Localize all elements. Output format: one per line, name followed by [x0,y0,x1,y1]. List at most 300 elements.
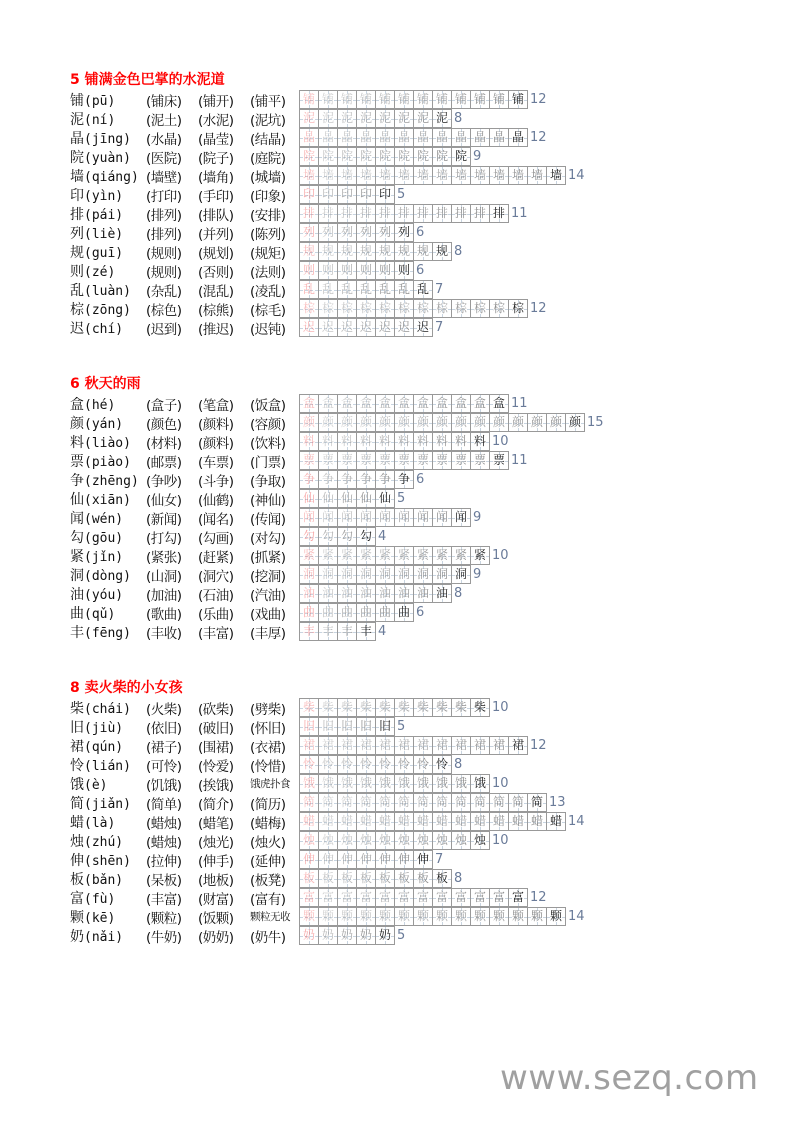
stroke-cell [337,584,357,603]
stroke-cell [394,128,414,147]
stroke-step-glyph: 晶 [435,130,448,144]
example-word: (丰厚) [250,625,286,642]
stroke-cell [394,280,414,299]
example-word: (怜爱) [198,758,234,775]
example-word: (山洞) [146,568,182,585]
stroke-step-glyph: 板 [397,871,410,885]
stroke-cell [413,204,433,223]
stroke-step-glyph: 蜡 [473,814,486,828]
stroke-cell [299,831,319,850]
stroke-step-glyph: 仙 [340,491,353,505]
stroke-cell [489,394,509,413]
stroke-cell [318,698,338,717]
stroke-step-glyph: 料 [435,434,448,448]
section-title: 6 秋天的雨 [70,376,141,392]
stroke-step-glyph: 丰 [302,624,315,638]
stroke-step-glyph: 排 [302,206,315,220]
stroke-cell [489,128,509,147]
stroke-step-glyph: 裙 [435,738,448,752]
stroke-step-glyph: 闻 [416,510,429,524]
stroke-step-glyph: 颜 [359,415,372,429]
stroke-step-glyph: 墙 [397,168,410,182]
stroke-order-grid [299,850,443,869]
stroke-step-glyph: 乱 [340,282,353,296]
stroke-order-grid [299,869,462,888]
stroke-step-glyph: 料 [397,434,410,448]
stroke-cell [413,869,433,888]
stroke-cell [432,299,452,318]
example-word: (排列) [146,226,182,243]
character-entry [70,128,146,148]
stroke-cell [394,907,414,926]
stroke-cell [299,489,319,508]
stroke-cell [413,508,433,527]
stroke-cell [337,527,357,546]
stroke-step-glyph: 墙 [549,168,562,182]
stroke-cell [508,166,528,185]
stroke-cell [432,242,452,261]
stroke-step-glyph: 料 [340,434,353,448]
character-entry [70,907,146,927]
stroke-step-glyph: 盒 [435,396,448,410]
stroke-step-glyph: 富 [397,890,410,904]
stroke-cell [337,280,357,299]
example-word: (城墙) [250,169,286,186]
stroke-step-glyph: 简 [302,795,315,809]
stroke-cell [299,622,319,641]
stroke-step-glyph: 墙 [340,168,353,182]
stroke-cell [413,432,433,451]
stroke-cell [470,831,490,850]
stroke-cell [451,394,471,413]
character-entry [70,584,146,604]
stroke-order-grid [299,907,585,926]
stroke-step-glyph: 裙 [378,738,391,752]
vocab-row [70,223,425,243]
stroke-step-glyph: 裙 [416,738,429,752]
vocab-row [70,147,482,167]
stroke-cell [413,831,433,850]
stroke-count: 14 [568,168,585,183]
stroke-step-glyph: 排 [435,206,448,220]
stroke-step-glyph: 晶 [416,130,429,144]
stroke-order-grid [299,470,424,489]
stroke-step-glyph: 泥 [416,111,429,125]
stroke-cell [432,565,452,584]
stroke-cell [413,698,433,717]
character-entry [70,223,146,243]
stroke-step-glyph: 颗 [321,909,334,923]
stroke-cell [394,793,414,812]
example-word: (水泥) [198,112,234,129]
character-entry [70,888,146,908]
character: 裙 [70,738,84,755]
stroke-step-glyph: 列 [378,225,391,239]
stroke-cell [432,166,452,185]
vocab-row [70,527,387,547]
stroke-step-glyph: 印 [302,187,315,201]
stroke-cell [470,736,490,755]
example-word: (规划) [198,245,234,262]
example-word: (材料) [146,435,182,452]
pinyin: (qiáng) [84,169,139,185]
character-entry [70,717,146,737]
stroke-cell [451,413,471,432]
vocab-row [70,793,566,813]
stroke-cell [375,299,395,318]
stroke-cell [318,736,338,755]
stroke-step-glyph: 颜 [473,415,486,429]
stroke-step-glyph: 排 [378,206,391,220]
stroke-cell [356,622,376,641]
stroke-step-glyph: 烛 [416,833,429,847]
example-word: (蜡梅) [250,815,286,832]
stroke-count: 6 [416,225,425,240]
stroke-cell [470,546,490,565]
character-entry [70,603,146,623]
stroke-step-glyph: 富 [416,890,429,904]
example-word: (墙角) [198,169,234,186]
stroke-cell [318,622,338,641]
stroke-cell [394,888,414,907]
stroke-step-glyph: 盒 [359,396,372,410]
stroke-cell [337,622,357,641]
stroke-step-glyph: 裙 [321,738,334,752]
stroke-order-grid [299,508,481,527]
stroke-cell [356,888,376,907]
stroke-order-grid [299,128,547,147]
stroke-count: 9 [473,567,482,582]
stroke-count: 6 [416,605,425,620]
stroke-step-glyph: 争 [340,472,353,486]
stroke-cell [337,147,357,166]
stroke-cell [318,470,338,489]
stroke-cell [413,451,433,470]
example-word: (颜料) [198,435,234,452]
example-word: (争吵) [146,473,182,490]
stroke-step-glyph: 晶 [397,130,410,144]
pinyin: (jīng) [84,131,131,147]
example-word: (仙鹤) [198,492,234,509]
example-word: (延伸) [250,853,286,870]
stroke-step-glyph: 规 [397,244,410,258]
stroke-cell [432,204,452,223]
stroke-cell [489,812,509,831]
character: 颗 [70,909,84,926]
stroke-step-glyph: 颗 [378,909,391,923]
stroke-step-glyph: 烛 [359,833,372,847]
stroke-count: 10 [492,833,509,848]
example-word: (石油) [198,587,234,604]
stroke-cell [299,565,319,584]
stroke-cell [337,242,357,261]
stroke-step-glyph: 柴 [416,700,429,714]
stroke-step-glyph: 排 [359,206,372,220]
stroke-count: 12 [530,890,547,905]
stroke-order-grid [299,603,424,622]
stroke-step-glyph: 紧 [302,548,315,562]
stroke-step-glyph: 富 [340,890,353,904]
example-word: (推迟) [198,321,234,338]
stroke-cell [356,907,376,926]
example-word: (斗争) [198,473,234,490]
stroke-cell [299,527,319,546]
example-word: (陈列) [250,226,286,243]
stroke-count: 5 [397,187,406,202]
stroke-cell [470,166,490,185]
stroke-cell [337,299,357,318]
stroke-cell [337,508,357,527]
stroke-order-grid [299,166,585,185]
example-word: (铺开) [198,93,234,110]
stroke-step-glyph: 墙 [454,168,467,182]
stroke-step-glyph: 盒 [378,396,391,410]
stroke-cell [375,166,395,185]
stroke-step-glyph: 闻 [435,510,448,524]
vocab-row [70,394,528,414]
stroke-cell [318,508,338,527]
example-word: (丰富) [198,625,234,642]
stroke-step-glyph: 排 [454,206,467,220]
stroke-cell [318,907,338,926]
stroke-step-glyph: 简 [435,795,448,809]
stroke-step-glyph: 紧 [473,548,486,562]
character: 棕 [70,301,84,318]
example-word: (伸手) [198,853,234,870]
vocab-row [70,109,463,129]
stroke-order-grid [299,432,509,451]
stroke-cell [318,888,338,907]
stroke-cell [299,451,319,470]
stroke-step-glyph: 裙 [473,738,486,752]
stroke-cell [337,926,357,945]
stroke-cell [318,565,338,584]
stroke-step-glyph: 规 [416,244,429,258]
stroke-cell [337,204,357,223]
stroke-cell [375,413,395,432]
stroke-step-glyph: 晶 [340,130,353,144]
character-entry [70,698,146,718]
stroke-step-glyph: 饿 [454,776,467,790]
character-entry [70,793,146,813]
section-lesson-6 [70,375,604,642]
example-word: (呆板) [146,872,182,889]
example-word: (颜料) [198,416,234,433]
example-word: (饭盒) [250,397,286,414]
stroke-cell [299,394,319,413]
stroke-cell [318,831,338,850]
stroke-count: 8 [454,111,463,126]
stroke-order-grid [299,736,547,755]
stroke-order-grid [299,394,528,413]
vocab-row [70,622,387,642]
stroke-cell [375,280,395,299]
stroke-step-glyph: 则 [302,263,315,277]
stroke-cell [489,413,509,432]
stroke-count: 12 [530,301,547,316]
example-word: (可怜) [146,758,182,775]
stroke-count: 11 [511,453,528,468]
stroke-order-grid [299,318,443,337]
section-title: 8 卖火柴的小女孩 [70,680,183,696]
stroke-step-glyph: 仙 [359,491,372,505]
stroke-step-glyph: 盒 [416,396,429,410]
character-entry [70,489,146,509]
stroke-step-glyph: 简 [359,795,372,809]
stroke-cell [413,109,433,128]
stroke-step-glyph: 颗 [511,909,524,923]
stroke-cell [356,299,376,318]
stroke-step-glyph: 印 [378,187,391,201]
stroke-cell [299,603,319,622]
stroke-step-glyph: 颗 [454,909,467,923]
character: 排 [70,206,84,223]
character-entry [70,394,146,414]
stroke-step-glyph: 晶 [511,130,524,144]
stroke-cell [508,907,528,926]
stroke-count: 8 [454,586,463,601]
stroke-count: 12 [530,130,547,145]
stroke-cell [299,546,319,565]
stroke-step-glyph: 富 [473,890,486,904]
stroke-step-glyph: 颗 [473,909,486,923]
stroke-step-glyph: 饿 [302,776,315,790]
stroke-step-glyph: 蜡 [549,814,562,828]
pinyin: (yuàn) [84,150,131,166]
vocab-row [70,451,528,471]
stroke-order-grid [299,223,424,242]
vocab-row [70,90,547,110]
stroke-cell [470,299,490,318]
stroke-step-glyph: 料 [454,434,467,448]
stroke-cell [451,774,471,793]
pinyin: (dòng) [84,568,131,584]
stroke-step-glyph: 棕 [454,301,467,315]
example-word: (迟到) [146,321,182,338]
stroke-cell [375,565,395,584]
stroke-step-glyph: 院 [359,149,372,163]
example-word: (否则) [198,264,234,281]
stroke-order-grid [299,812,585,831]
stroke-step-glyph: 旧 [378,719,391,733]
stroke-step-glyph: 料 [359,434,372,448]
stroke-cell [356,470,376,489]
stroke-step-glyph: 油 [359,586,372,600]
stroke-cell [432,736,452,755]
example-word: (裙子) [146,739,182,756]
character: 颜 [70,415,84,432]
example-word: (饭颗) [198,910,234,927]
stroke-cell [356,394,376,413]
stroke-cell [299,280,319,299]
stroke-cell [356,451,376,470]
example-word: (规则) [146,264,182,281]
stroke-step-glyph: 洞 [359,567,372,581]
example-word: (笔盒) [198,397,234,414]
stroke-cell [356,185,376,204]
pinyin: (fù) [84,891,116,907]
pinyin: (bǎn) [84,872,124,888]
stroke-cell [413,147,433,166]
stroke-cell [413,793,433,812]
stroke-cell [394,755,414,774]
stroke-cell [375,717,395,736]
example-word: (劈柴) [250,701,286,718]
stroke-step-glyph: 闻 [378,510,391,524]
stroke-cell [375,831,395,850]
stroke-step-glyph: 仙 [302,491,315,505]
stroke-step-glyph: 勾 [321,529,334,543]
stroke-step-glyph: 饿 [340,776,353,790]
stroke-cell [470,413,490,432]
character: 烛 [70,833,84,850]
stroke-step-glyph: 印 [321,187,334,201]
stroke-step-glyph: 迟 [378,320,391,334]
stroke-order-grid [299,831,509,850]
stroke-cell [375,204,395,223]
stroke-step-glyph: 院 [454,149,467,163]
stroke-step-glyph: 院 [340,149,353,163]
example-word: (排队) [198,207,234,224]
pinyin: (yán) [84,416,124,432]
example-word: (医院) [146,150,182,167]
stroke-step-glyph: 蜡 [378,814,391,828]
stroke-cell [318,394,338,413]
stroke-step-glyph: 伸 [302,852,315,866]
stroke-count: 5 [397,928,406,943]
example-word: (水晶) [146,131,182,148]
stroke-cell [337,888,357,907]
stroke-cell [375,774,395,793]
character-entry [70,812,146,832]
stroke-step-glyph: 晶 [454,130,467,144]
stroke-cell [318,451,338,470]
stroke-cell [413,755,433,774]
stroke-cell [337,755,357,774]
stroke-cell [299,432,319,451]
stroke-cell [375,109,395,128]
stroke-count: 6 [416,472,425,487]
stroke-cell [470,204,490,223]
stroke-step-glyph: 洞 [302,567,315,581]
stroke-step-glyph: 票 [473,453,486,467]
stroke-step-glyph: 洞 [416,567,429,581]
example-word: (戏曲) [250,606,286,623]
example-word: (饥饿) [146,777,182,794]
character: 奶 [70,928,84,945]
stroke-cell [356,280,376,299]
stroke-step-glyph: 颜 [397,415,410,429]
stroke-step-glyph: 闻 [397,510,410,524]
stroke-count: 12 [530,92,547,107]
stroke-cell [413,242,433,261]
stroke-step-glyph: 颗 [359,909,372,923]
stroke-step-glyph: 印 [340,187,353,201]
character: 院 [70,149,84,166]
stroke-order-grid [299,413,604,432]
stroke-cell [432,755,452,774]
stroke-step-glyph: 烛 [473,833,486,847]
stroke-step-glyph: 简 [530,795,543,809]
stroke-step-glyph: 勾 [340,529,353,543]
stroke-cell [527,907,547,926]
stroke-step-glyph: 迟 [397,320,410,334]
character-entry [70,90,146,110]
stroke-step-glyph: 棕 [359,301,372,315]
stroke-step-glyph: 院 [435,149,448,163]
stroke-step-glyph: 泥 [321,111,334,125]
stroke-cell [375,185,395,204]
